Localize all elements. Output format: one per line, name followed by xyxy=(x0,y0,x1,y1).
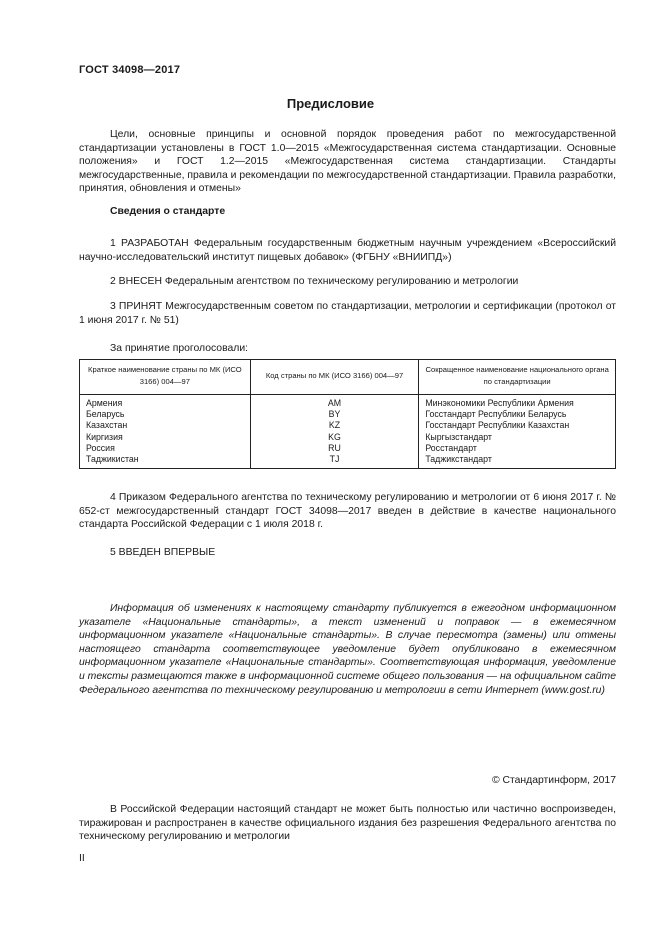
item-introduced: 2 ВНЕСЕН Федеральным агентством по техническому регулированию и метрологии xyxy=(110,276,519,287)
column-header-country: Краткое наименование страны по МК (ИСО 3166) 004—97 xyxy=(80,360,251,395)
standards-body: Госстандарт Республики Беларусь xyxy=(419,409,616,420)
standards-body: Госстандарт Республики Казахстан xyxy=(419,420,616,431)
table-row xyxy=(80,432,616,443)
countries-table xyxy=(79,359,616,469)
country-name: Киргизия xyxy=(80,432,251,443)
item-adopted: 3 ПРИНЯТ Межгосударственным советом по стандартизации, метрологии и сертификации (протокол от 1 июня 2017 г. № 51) xyxy=(79,301,616,326)
country-code: TJ xyxy=(250,454,419,469)
item-first: 5 ВВЕДЕН ВПЕРВЫЕ xyxy=(110,547,216,558)
info-notice: Информация об изменениях к настоящему стандарту публикуется в ежегодном информационном указателе «Национальные стандарты», а текст изменений и поправок — в ежемесячном информационном указателе «Национальные стандарты». В случае пересмотра (замены) или отмены настоящего стандарта соответствующее уведомление будет опубликовано в ежемесячном информационном указателе «Национальные стандарты». Соответствующая информация, уведомление и тексты размещаются также в информационной системе общего пользования — на официальном сайте Федерального агентства по техническому регулированию и метрологии в сети Интернет (www.gost.ru) xyxy=(79,603,616,696)
country-name: Беларусь xyxy=(80,409,251,420)
intro-paragraph: Цели, основные принципы и основной порядок проведения работ по межгосударственной стандартизации установлены в ГОСТ 1.0—2015 «Межгосударственная система стандартизации. Основные положения» и ГОСТ 1.2—2015 «Межгосударственная система стандартизации. Стандарты межгосударственные, правила и рекомендации по межгосударственной стандартизации. Правила разработки, принятия, обновления и отмены» xyxy=(79,129,616,195)
reproduction-notice: В Российской Федерации настоящий стандарт не может быть полностью или частично воспроизведен, тиражирован и распространен в качестве официального издания без разрешения Федерального агентства по техническому регулированию и метрологии xyxy=(79,804,616,843)
column-header-body: Сокращенное наименование национального органа по стандартизации xyxy=(419,360,616,395)
document-code: ГОСТ 34098—2017 xyxy=(79,64,181,76)
country-code: RU xyxy=(250,443,419,454)
country-name: Армения xyxy=(80,395,251,410)
country-name: Казахстан xyxy=(80,420,251,431)
table-row xyxy=(80,395,616,410)
page-number: II xyxy=(79,853,85,864)
section-heading: Сведения о стандарте xyxy=(110,206,226,217)
country-code: KG xyxy=(250,432,419,443)
table-row xyxy=(80,420,616,431)
column-header-code: Код страны по МК (ИСО 3166) 004—97 xyxy=(250,360,419,395)
table-row xyxy=(80,409,616,420)
standards-body: Росстандарт xyxy=(419,443,616,454)
table-row xyxy=(80,443,616,454)
item-order: 4 Приказом Федерального агентства по техническому регулированию и метрологии от 6 июня 2017 г. № 652-ст межгосударственный стандарт ГОСТ 34098—2017 введен в действие в качестве национального стандарта Российской Федерации с 1 июля 2018 г. xyxy=(79,492,616,531)
country-code: AM xyxy=(250,395,419,410)
country-name: Россия xyxy=(80,443,251,454)
copyright-line: © Стандартинформ, 2017 xyxy=(491,775,616,786)
country-code: BY xyxy=(250,409,419,420)
standards-body: Минэкономики Республики Армения xyxy=(419,395,616,410)
country-name: Таджикистан xyxy=(80,454,251,469)
voted-label: За принятие проголосовали: xyxy=(110,343,249,354)
table-header-row xyxy=(80,360,616,395)
item-developed: 1 РАЗРАБОТАН Федеральным государственным бюджетным научным учреждением «Всероссийский научно-исследовательский институт пищевых добавок» (ФГБНУ «ВНИИПД») xyxy=(79,238,616,263)
standards-body: Таджикстандарт xyxy=(419,454,616,469)
table-row xyxy=(80,454,616,469)
standards-body: Кыргызстандарт xyxy=(419,432,616,443)
page-title: Предисловие xyxy=(286,96,375,111)
country-code: KZ xyxy=(250,420,419,431)
